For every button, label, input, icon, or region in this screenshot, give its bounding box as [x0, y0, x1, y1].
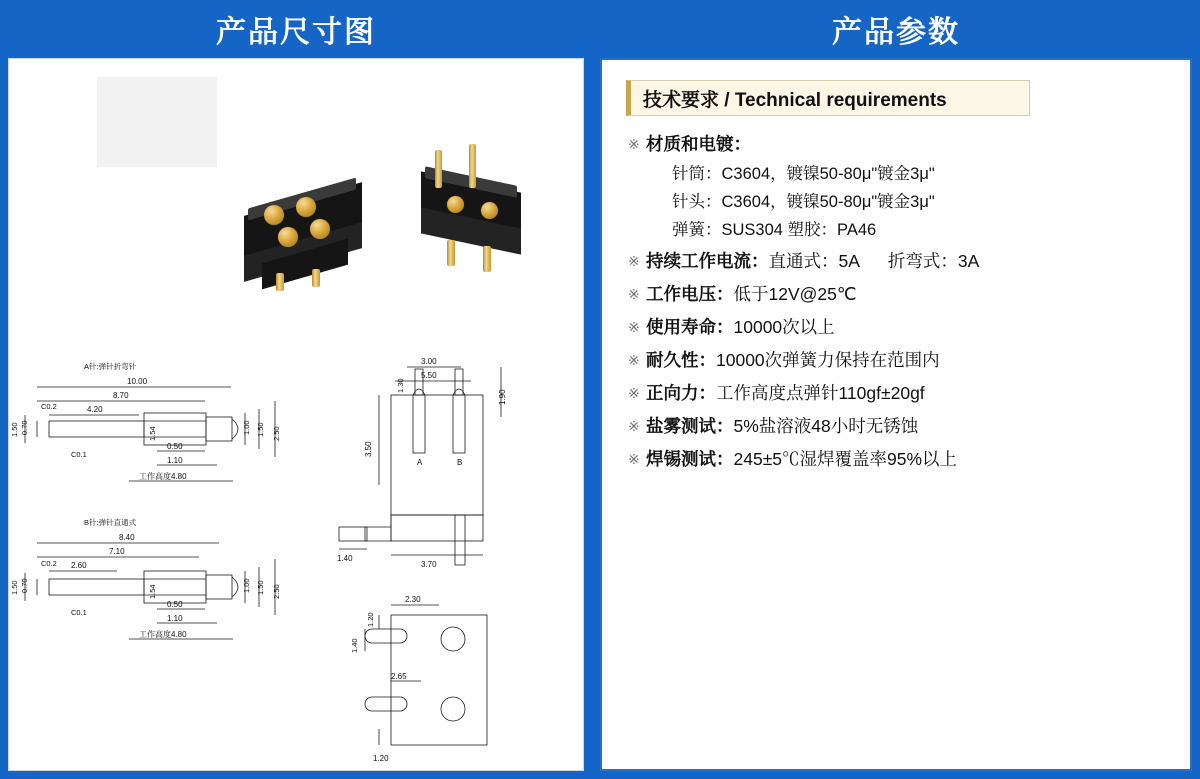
spec-body	[646, 447, 1184, 471]
spec-item-solderability	[628, 447, 1184, 471]
svg-text:1.90: 1.90	[498, 389, 507, 405]
svg-text:C0.2: C0.2	[41, 402, 57, 411]
svg-text:1.20: 1.20	[366, 612, 375, 627]
spec-label: 焊锡测试：	[646, 449, 734, 469]
spec-value: 10000次弹簧力保持在范围内	[716, 350, 940, 370]
spec-item-current	[628, 249, 1184, 273]
technical-requirements-title: 技术要求 / Technical requirements	[643, 89, 947, 111]
svg-text:1.50: 1.50	[10, 422, 19, 437]
spec-item-lifetime	[628, 315, 1184, 339]
right-title-bar	[592, 0, 1200, 58]
spec-label: 耐久性：	[646, 350, 716, 370]
svg-text:1.00: 1.00	[242, 578, 251, 593]
connector-photo-right	[407, 144, 547, 289]
spec-list	[628, 132, 1184, 480]
spec-value-secondary: 折弯式：3A	[887, 251, 980, 271]
svg-text:A: A	[417, 458, 423, 467]
svg-text:B: B	[457, 458, 463, 467]
spec-subline-head: 针头：C3604，镀镍50-80μ"镀金3μ"	[672, 193, 935, 211]
spec-body	[646, 315, 1184, 339]
bullet-icon: ※	[628, 319, 640, 335]
svg-text:2.30: 2.30	[405, 595, 421, 604]
spec-value: 直通式：5A	[768, 251, 860, 271]
svg-text:2.65: 2.65	[391, 672, 407, 681]
spec-value: 工作高度点弹针110gf±20gf	[716, 383, 925, 403]
svg-text:7.10: 7.10	[109, 547, 125, 556]
spec-label: 正向力：	[646, 383, 716, 403]
left-title-bar	[0, 0, 592, 58]
spec-subline-barrel: 针筒：C3604，镀镍50-80μ"镀金3μ"	[672, 165, 935, 183]
bullet-icon: ※	[628, 136, 640, 152]
product-photo-area	[9, 59, 585, 299]
svg-text:10.00: 10.00	[127, 377, 148, 386]
svg-text:1.30: 1.30	[396, 378, 405, 393]
svg-text:2.60: 2.60	[71, 561, 87, 570]
svg-text:3.00: 3.00	[421, 357, 437, 366]
svg-text:5.50: 5.50	[421, 371, 437, 380]
bullet-icon: ※	[628, 352, 640, 368]
spec-label: 工作电压：	[646, 284, 734, 304]
svg-text:C0.1: C0.1	[71, 608, 87, 617]
svg-text:1.54: 1.54	[148, 584, 157, 599]
spec-label: 盐雾测试：	[646, 416, 734, 436]
bullet-icon: ※	[628, 451, 640, 467]
view-a-caption: A针:弹针折弯针	[84, 362, 137, 371]
svg-text:1.50: 1.50	[10, 580, 19, 595]
spec-label: 材质和电镀：	[646, 134, 751, 154]
spec-body	[646, 249, 1184, 273]
svg-text:1.40: 1.40	[350, 638, 359, 653]
bullet-icon: ※	[628, 385, 640, 401]
svg-text:1.00: 1.00	[242, 420, 251, 435]
technical-requirements-header	[626, 80, 1030, 116]
right-column	[592, 0, 1200, 779]
svg-text:1.10: 1.10	[167, 614, 183, 623]
svg-text:3.70: 3.70	[421, 560, 437, 569]
svg-text:0.50: 0.50	[167, 600, 183, 609]
technical-drawings	[9, 309, 585, 769]
svg-text:工作高度4.80: 工作高度4.80	[139, 630, 187, 639]
svg-text:4.20: 4.20	[87, 405, 103, 414]
spec-body	[646, 348, 1184, 372]
svg-text:C0.1: C0.1	[71, 450, 87, 459]
spec-item-material	[628, 132, 1184, 240]
spec-item-salt-spray	[628, 414, 1184, 438]
drawing-svg	[9, 309, 585, 769]
spec-value: 245±5℃湿焊覆盖率95%以上	[733, 449, 958, 469]
spec-item-voltage	[628, 282, 1184, 306]
dimension-drawing-card	[8, 58, 584, 771]
connector-photo-left	[234, 169, 384, 299]
spec-body	[646, 282, 1184, 306]
svg-text:1.10: 1.10	[167, 456, 183, 465]
spec-body	[646, 381, 1184, 405]
spec-value: 低于12V@25℃	[733, 284, 857, 304]
svg-text:0.70: 0.70	[20, 420, 29, 435]
svg-text:1.54: 1.54	[148, 426, 157, 441]
svg-text:2.50: 2.50	[272, 426, 281, 441]
spec-value: 10000次以上	[733, 317, 835, 337]
svg-text:1.50: 1.50	[256, 580, 265, 595]
spec-item-durability	[628, 348, 1184, 372]
bullet-icon: ※	[628, 253, 640, 269]
svg-text:工作高度4.80: 工作高度4.80	[139, 472, 187, 481]
svg-text:8.70: 8.70	[113, 391, 129, 400]
svg-text:2.50: 2.50	[272, 584, 281, 599]
svg-text:0.70: 0.70	[20, 578, 29, 593]
svg-text:0.50: 0.50	[167, 442, 183, 451]
spec-body	[646, 132, 1184, 240]
svg-text:1.20: 1.20	[373, 754, 389, 763]
left-column	[0, 0, 592, 779]
svg-text:C0.2: C0.2	[41, 559, 57, 568]
photo-backdrop	[97, 77, 217, 167]
parameters-card	[600, 58, 1192, 771]
svg-text:8.40: 8.40	[119, 533, 135, 542]
spec-value: 5%盐溶液48小时无锈蚀	[733, 416, 919, 436]
page-title-right: 产品参数	[832, 16, 960, 49]
view-b-caption: B针:弹针直通式	[84, 518, 137, 527]
spec-body	[646, 414, 1184, 438]
svg-text:1.40: 1.40	[337, 554, 353, 563]
bullet-icon: ※	[628, 418, 640, 434]
spec-item-force	[628, 381, 1184, 405]
spec-subline-spring-plastic: 弹簧：SUS304 塑胶：PA46	[672, 221, 877, 239]
svg-text:3.50: 3.50	[364, 441, 373, 457]
page-title-left: 产品尺寸图	[216, 16, 376, 49]
svg-text:1.50: 1.50	[256, 422, 265, 437]
spec-label: 持续工作电流：	[646, 251, 769, 271]
bullet-icon: ※	[628, 286, 640, 302]
spec-label: 使用寿命：	[646, 317, 734, 337]
